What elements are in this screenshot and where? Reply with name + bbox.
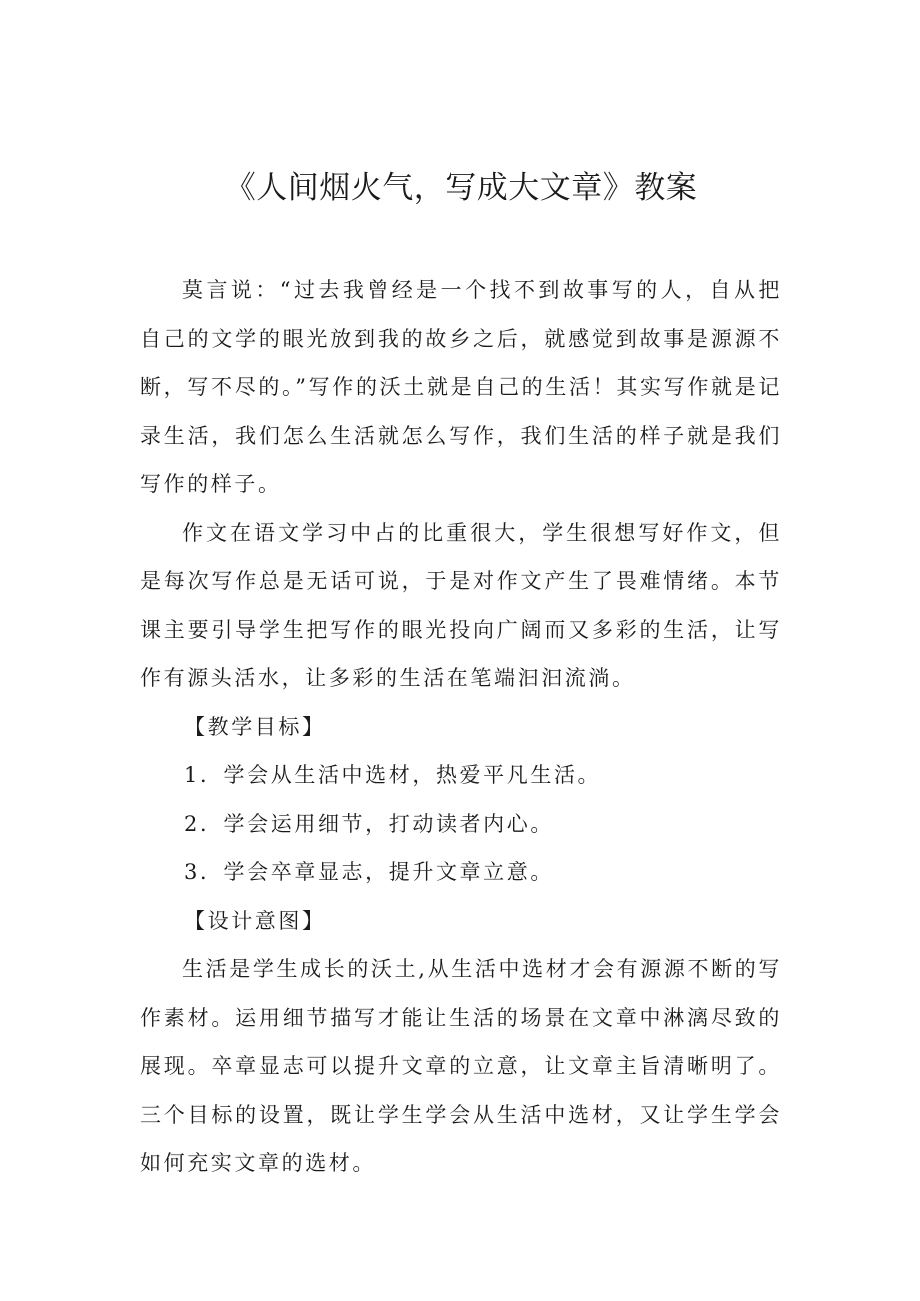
design-paragraph: 生活是学生成长的沃土,从生活中选材才会有源源不断的写作素材。运用细节描写才能让生活的场景在文章中淋漓尽致的展现。卒章显志可以提升文章的立意，让文章主旨清晰明了。三个目标的设置，既让学生学会从生活中选材，又让学生学会如何充实文章的选材。 xyxy=(140,957,782,1175)
document-body xyxy=(140,266,782,1188)
goals-heading: 【教学目标】 xyxy=(184,714,326,739)
goal-item: 2．学会运用细节，打动读者内心。 xyxy=(184,811,554,836)
document-title: 《人间烟火气，写成大文章》教案 xyxy=(224,170,698,206)
intro-paragraph: 莫言说：“过去我曾经是一个找不到故事写的人，自从把自己的文学的眼光放到我的故乡之后，就感觉到故事是源源不断，写不尽的。”写作的沃土就是自己的生活！其实写作就是记录生活，我们怎么生活就怎么写作，我们生活的样子就是我们写作的样子。 xyxy=(140,278,782,496)
goal-item: 3．学会卒章显志，提升文章立意。 xyxy=(184,860,554,884)
goal-item: 1．学会从生活中选材，热爱平凡生活。 xyxy=(184,763,602,787)
intro-paragraph: 作文在语文学习中占的比重很大，学生很想写好作文，但是每次写作总是无话可说，于是对作文产生了畏难情绪。本节课主要引导学生把写作的眼光投向广阔而又多彩的生活，让写作有源头活水，让多彩的生活在笔端汩汩流淌。 xyxy=(140,520,782,690)
design-heading: 【设计意图】 xyxy=(184,908,326,933)
